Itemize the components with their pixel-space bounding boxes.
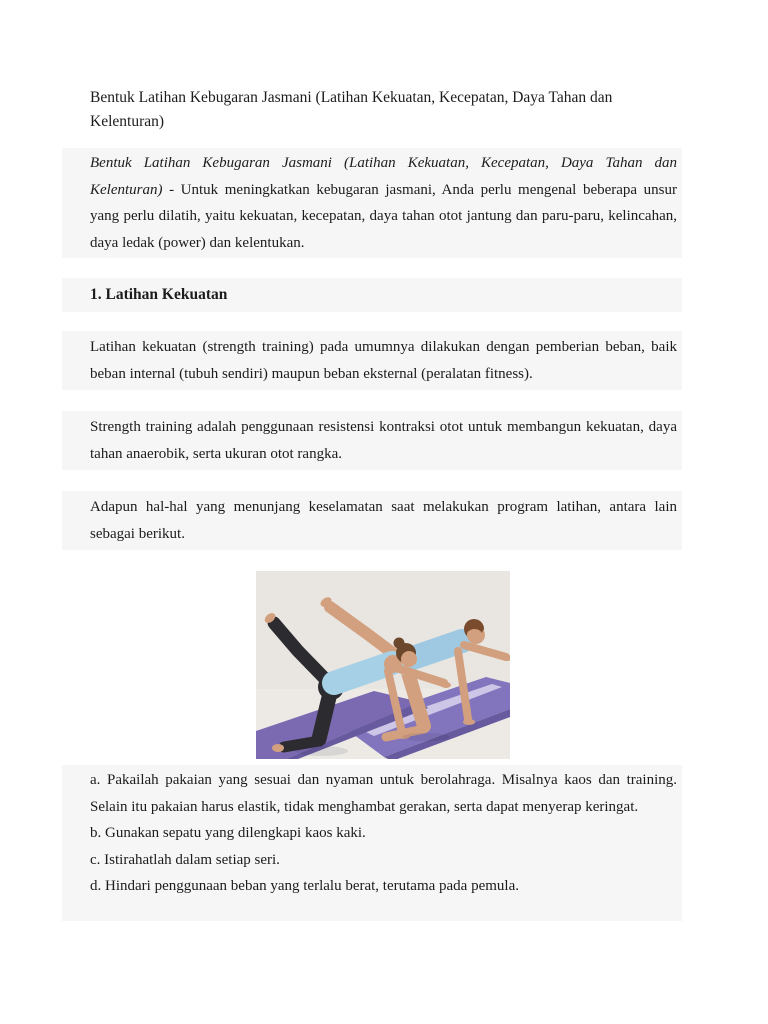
list-item-c: c. Istirahatlah dalam setiap seri. [90, 851, 280, 868]
list-item-a: a. Pakailah pakaian yang sesuai dan nyaman untuk berolahraga. Misalnya kaos dan training. Selain itu pakaian harus elastik, tidak menghambat gerakan, serta dapat menyerap keringat. [90, 772, 677, 815]
safety-list [62, 765, 682, 921]
paragraph-safety-intro: Adapun hal-hal yang menunjang keselamatan saat melakukan program latihan, antara lain sebagai berikut. [62, 491, 682, 550]
list-item-b: b. Gunakan sepatu yang dilengkapi kaos kaki. [90, 825, 366, 841]
intro-body-text: Untuk meningkatkan kebugaran jasmani, Anda perlu mengenal beberapa unsur yang perlu dilatih, yaitu kekuatan, kecepatan, daya tahan otot jantung dan paru-paru, kelincahan, daya ledak (power) dan kelentukan. [90, 181, 677, 251]
document-title: Bentuk Latihan Kebugaran Jasmani (Latihan Kekuatan, Kecepatan, Daya Tahan dan Kelenturan) [90, 89, 613, 130]
paragraph-strength-2: Strength training adalah penggunaan resistensi kontraksi otot untuk membangun kekuatan, daya tahan anaerobik, serta ukuran otot rangka. [62, 411, 682, 470]
paragraph-strength-1: Latihan kekuatan (strength training) pada umumnya dilakukan dengan pemberian beban, baik beban internal (tubuh sendiri) maupun beban eksternal (peralatan fitness). [62, 331, 682, 390]
list-item-d: d. Hindari penggunaan beban yang terlalu berat, terutama pada pemula. [90, 878, 519, 894]
intro-lead-italic: Bentuk Latihan Kebugaran Jasmani (Latihan Kekuatan, Kecepatan, Daya Tahan dan Kelenturan) - [90, 155, 677, 198]
exercise-photo-illustration [256, 571, 510, 759]
intro-paragraph [62, 148, 682, 258]
exercise-photo [256, 571, 510, 759]
section-heading: 1. Latihan Kekuatan [62, 278, 682, 312]
